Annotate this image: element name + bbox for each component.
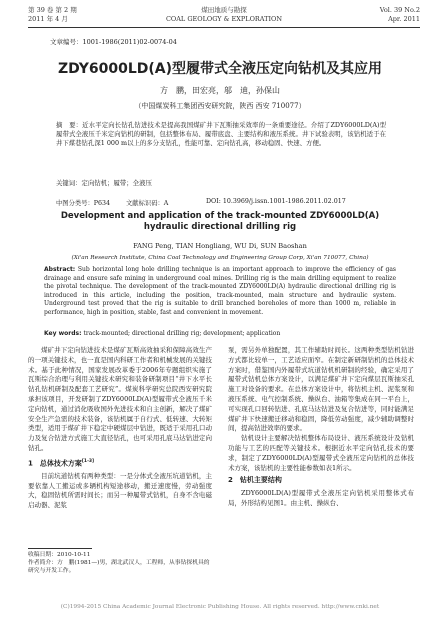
- body-right-column: [228, 346, 414, 509]
- header-date: 2011 年 4 月: [28, 14, 68, 23]
- affiliation-en: (Xi'an Research Institute, China Coal Technology and Engineering Group Corp, Xi'an 710077, China): [71, 255, 369, 261]
- keywords-zh: 关键词：定向钻机；履带；全液压: [56, 179, 152, 187]
- header-journal-zh: 煤田地质与勘探: [201, 6, 247, 14]
- copyright-footer: (C)1994-2015 China Academic Journal Electronic Publishing House. All rights reserved. http://www.cnki.net: [60, 604, 380, 610]
- header-date-en: Apr. 2011: [388, 14, 420, 23]
- header-volume: 第 39 卷 第 2 期: [28, 6, 77, 14]
- title-en: Development and application of the track-mounted ZDY6000LD(A) hydraulic directional drilling rig: [60, 211, 380, 232]
- header-volume-en: Vol. 39 No.2: [379, 6, 420, 14]
- abstract-en-label: Abstract:: [44, 266, 76, 273]
- section-heading: [28, 457, 212, 469]
- body-paragraph: 煤矿井下定向钻进技术是煤矿瓦斯高效抽采和保障高效生产的一项关键技术，也一直是国内科研工作者和机械发展的关键技术。基于此种情况，国家发展改革委于2006年专题组织实施了瓦斯综合治理与利用关键技术研究和装备研制项目“井下水平长钻孔钻机研制及配套工艺研究”。煤炭科学研究总院西安研究院承担该项目，开发研制了ZDY6000LD(A)型履带式全液压千米定向钻机，通过消化吸收国外先进技术和自主创新，解决了煤矿安全生产急需的技术装备，该钻机属于自行式、低转速、大转矩类型，适用于煤矿井下稳定中硬煤层中钻进，既适于采用孔口动力及复合钻进方式施工大直径钻孔，也可采用孔底马达钻进定向钻孔。: [28, 346, 212, 452]
- authors-en: FANG Peng, TIAN Hongliang, WU Di, SUN Baoshan: [133, 242, 307, 250]
- keywords-en-text: track-mounted; directional drilling rig; development; application: [83, 330, 281, 337]
- footnote: [28, 551, 214, 575]
- authors-zh: 方 鹏，田宏亮，邬 迪，孙保山: [160, 86, 280, 95]
- body-paragraph: 钻机设计主要解决钻机整体布局设计、液压系统设计及钻机功能与工艺的匹配等关键技术。根据近水平定向钻孔技术的要求，制定了ZDY6000LD(A)型履带式全液压定向钻机的总体技术方案，该钻机的主要性能参数如表1所示。: [228, 434, 414, 472]
- body-paragraph: 泵，需另外单独配置，其工作辅助时间长。这两种类型钻机钻进方式都比较单一，工艺适应面窄。在制定新研制钻机的总体技术方案时，借鉴国内外履带式坑道钻机机研制的经验，确定采用了履带式钻机总体方案设计，以满足煤矿井下定向煤层瓦斯抽采孔施工对设备的要求。在总体方案设计中，将钻机主机、泥浆泵和液压系统、电气控制系统、操纵台、油箱等集成在同一平台上，可实现孔口回转钻进、孔底马达钻进及复合钻进等，同时能满足煤矿井下快速搬迁移动和稳固，降低劳动强度，减少辅助调整时间，提高钻进效率的要求。: [228, 346, 414, 433]
- body-paragraph: 目前坑道钻机有两种类型：一是分体式全液压坑道钻机，主要依靠人工搬运或多辆机构短途移动，搬迁速度慢，劳动强度大，稳固钻机所需时间长；而另一种履带式钻机，自身不含电磁启动器、泥浆: [28, 471, 212, 510]
- clc-number: 中图分类号：P634: [56, 200, 111, 207]
- abstract-en: [44, 266, 396, 318]
- doi: DOI: 10.3969/j.issn.1001-1986.2011.02.017: [206, 198, 346, 205]
- footnote-divider: [28, 548, 92, 549]
- keywords-en-label: Key words:: [44, 330, 82, 337]
- author-bio: 作者简介：方 鹏(1981—)男，湖北武汉人，工程师，从事钻探机具的研究与开发工作。: [28, 560, 210, 574]
- section-heading: 2 钻机主要结构: [228, 476, 282, 485]
- document-code: 文献标识码：A: [126, 200, 169, 207]
- title-zh: ZDY6000LD(A)型履带式全液压定向钻机及其应用: [57, 61, 383, 77]
- doc-number: 文章编号：1001-1986(2011)02-0074-04: [50, 38, 177, 46]
- received-date: 收稿日期：2010-10-11: [28, 552, 91, 558]
- section-heading-text: 1 总体技术方案: [28, 459, 82, 468]
- body-paragraph: ZDY6000LD(A)型履带式全液压定向钻机采用整体式布局，外形结构见图1。由主机、操纵台、: [228, 489, 414, 507]
- citation: [1-3]: [81, 458, 95, 464]
- body-left-column: [28, 346, 212, 511]
- affiliation-zh: （中国煤炭科工集团西安研究院，陕西 西安 710077）: [134, 102, 306, 110]
- header-journal-en: COAL GEOLOGY & EXPLORATION: [165, 14, 283, 23]
- header-divider: [28, 27, 420, 28]
- keywords-en: [44, 330, 396, 339]
- abstract-zh: 摘 要：近水平定向长钻孔钻进技术是提高我国煤矿井下瓦斯抽采效率的一条重要途径。介绍了ZDY6000LD(A)型履带式全液压千米定向钻机的研制，包括整体布局、履带底盘、主要结构和液压系统。井下试验表明，该钻机适于在井下煤巷钻孔深1 000 m以上的多分支钻孔，性能可靠、定向钻孔高，移动稳固、快速、方便。: [56, 121, 386, 147]
- abstract-en-text: Sub horizontal long hole drilling technique is an important approach to improve the efficiency of gas drainage and ensure safe mining in underground coal mines. Drilling rig is the main drilling equipment to realize the pivotal technique. The development of the track-mounted ZDY6000LD(A) hydraulic directional drilling rig is introduced in this article, including the position, track-mounted, main structure and hydraulic system. Underground test proved that the rig is suitable to drill branched boreholes of more than 1000 m, reliable in performance, high in position, stable, fast and convenient in movement.: [44, 266, 396, 316]
